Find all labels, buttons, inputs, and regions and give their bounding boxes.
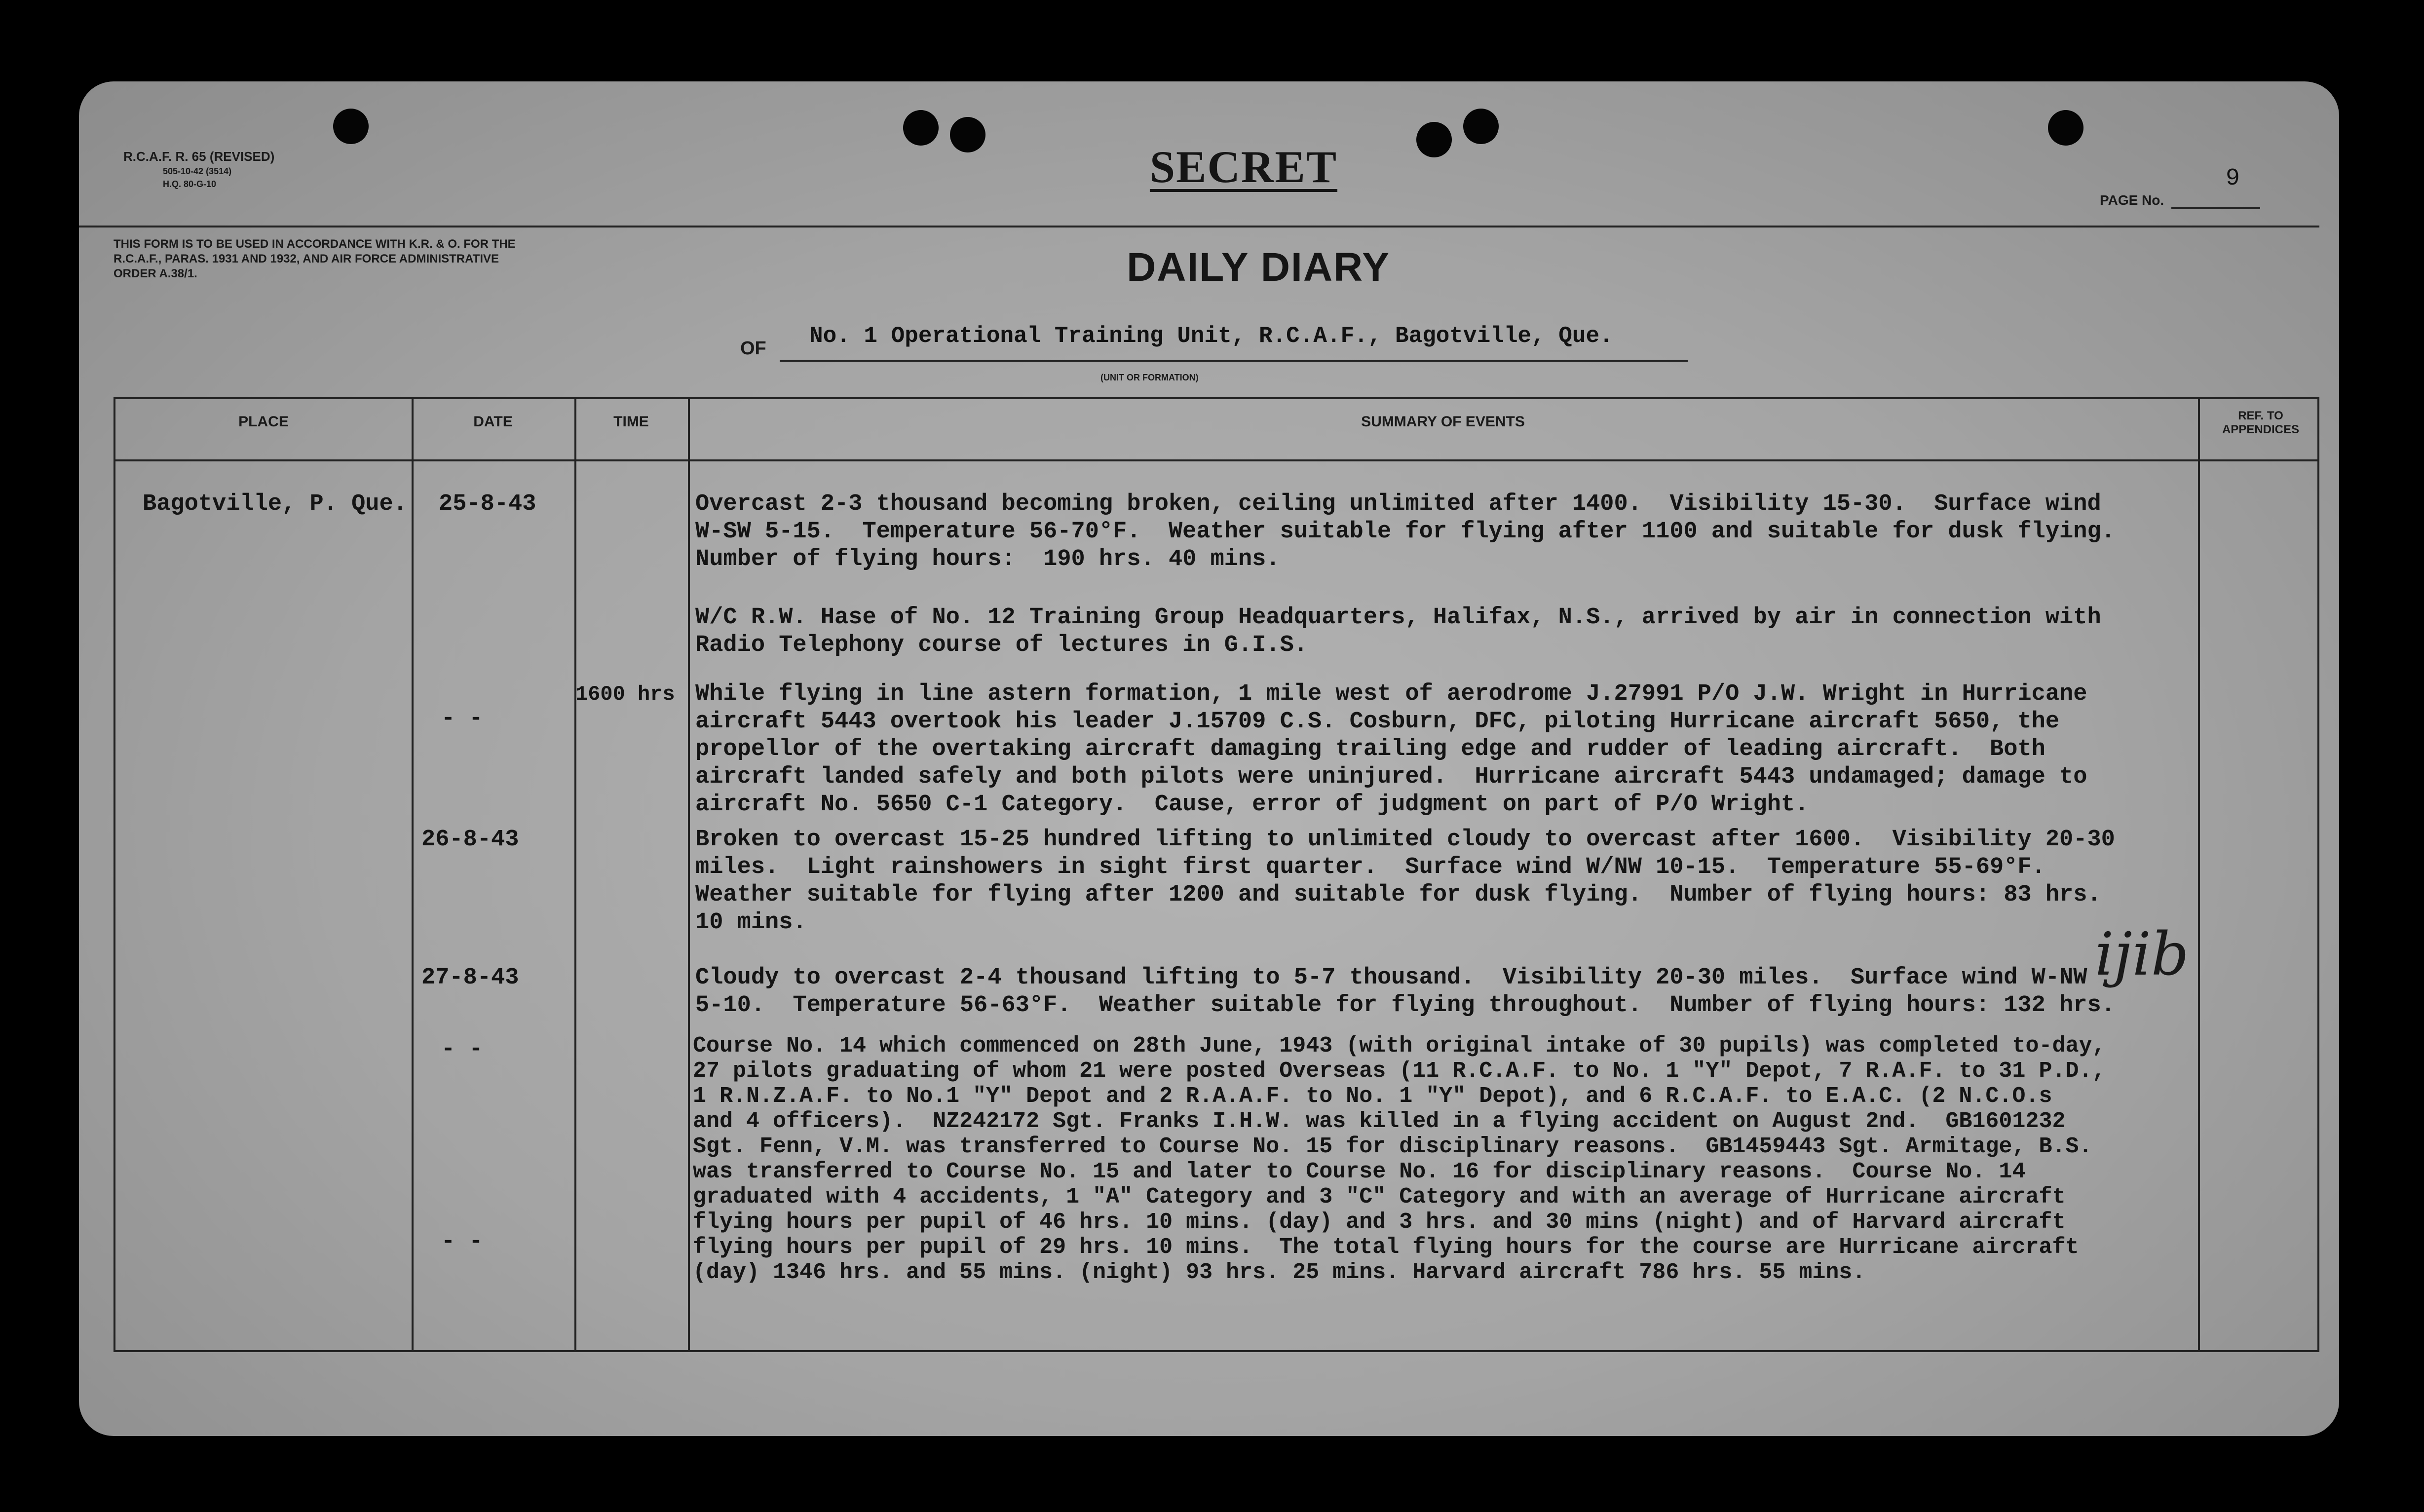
time-cell: 1600 hrs <box>575 682 675 706</box>
column-divider <box>2198 399 2200 1350</box>
form-ref-hq: H.Q. 80-G-10 <box>163 179 217 189</box>
column-header-summary: SUMMARY OF EVENTS <box>1361 414 1525 430</box>
form-ref-print: 505-10-42 (3514) <box>163 166 232 176</box>
diary-sheet <box>79 81 2339 1436</box>
of-label: OF <box>740 338 766 359</box>
unit-caption: (UNIT OR FORMATION) <box>1100 373 1199 382</box>
header-rule <box>79 226 2319 227</box>
diary-table <box>114 397 2319 1352</box>
header-row-rule <box>115 459 2317 461</box>
summary-cell: Course No. 14 which commenced on 28th June, 1943 (with original intake of 30 pupils) was completed to-day, 27 pilots graduating of whom 21 were posted Overseas (11 R.C.A.F. to No. 1 "Y" Depot, 7 R.A.F. to 31 P.D., 1 R.N.Z.A.F. to No.1 "Y" Depot and 2 R.A.A.F. to No. 1 "Y" Depot), and 6 R.C.A.F. to E.A.C. (2 N.C.O.s and 4 officers). NZ242172 Sgt. Franks I.H.W. was killed in a flying accident on August 2nd. GB1601232 Sgt. Fenn, V.M. was transferred to Course No. 15 for disciplinary reasons. GB1459443 Sgt. Armitage, B.S. was transferred to Course No. 15 and later to Course No. 16 for disciplinary reasons. Course No. 14 graduated with 4 accidents, 1 "A" Category and 3 "C" Category and with an average of Hurricane aircraft flying hours per pupil of 46 hrs. 10 mins. (day) and 3 hrs. and 30 mins (night) and of Harvard aircraft flying hours per pupil of 29 hrs. 10 mins. The total flying hours for the course are Hurricane aircraft (day) 1346 hrs. and 55 mins. (night) 93 hrs. 25 mins. Harvard aircraft 786 hrs. 55 mins. <box>693 1033 2106 1285</box>
unit-line <box>780 360 1688 362</box>
date-cell: - - <box>441 1036 483 1062</box>
column-header-date: DATE <box>473 414 513 430</box>
column-divider <box>412 399 414 1350</box>
date-cell: 25-8-43 <box>439 491 536 517</box>
column-divider <box>688 399 690 1350</box>
unit-name: No. 1 Operational Training Unit, R.C.A.F., Bagotville, Que. <box>809 323 1613 349</box>
place-cell: Bagotville, P. Que. <box>143 491 407 517</box>
date-cell: - - <box>441 1229 483 1255</box>
column-header-time: TIME <box>613 414 649 430</box>
column-header-place: PLACE <box>238 414 289 430</box>
form-reference <box>123 148 274 190</box>
page-number-line <box>2171 207 2260 209</box>
summary-cell: While flying in line astern formation, 1 mile west of aerodrome J.27991 P/O J.W. Wright in Hurricane aircraft 5443 overtook his leader J.15709 C.S. Cosburn, DFC, piloting Hurricane aircraft 5650, the propellor of the overtaking aircraft damaging trailing edge and rudder of leading aircraft. Both aircraft landed safely and both pilots were uninjured. Hurricane aircraft 5443 undamaged; damage to aircraft No. 5650 C-1 Category. Cause, error of judgment on part of P/O Wright. <box>695 681 2087 818</box>
page-title: DAILY DIARY <box>1127 245 1390 290</box>
date-cell: 26-8-43 <box>421 827 519 853</box>
summary-cell: Overcast 2-3 thousand becoming broken, ceiling unlimited after 1400. Visibility 15-30. Surface wind W-SW 5-15. Temperature 56-70°F. Weather suitable for flying after 1100 and suitable for dusk flying. Number of flying hours: 190 hrs. 40 mins. <box>695 491 2115 572</box>
date-cell: 27-8-43 <box>421 965 519 991</box>
column-header-ref: REF. TO APPENDICES <box>2222 409 2300 436</box>
date-cell: - - <box>441 706 483 732</box>
punch-hole <box>1463 109 1499 144</box>
page-number: 9 <box>2226 165 2240 192</box>
column-divider <box>574 399 576 1350</box>
classification-stamp: SECRET <box>1149 142 1338 192</box>
form-ref-number: R.C.A.F. R. 65 (REVISED) <box>123 149 275 164</box>
punch-hole <box>950 117 985 152</box>
summary-cell: W/C R.W. Hase of No. 12 Training Group Headquarters, Halifax, N.S., arrived by air in connection with Radio Telephony course of lectures in G.I.S. <box>695 605 2101 658</box>
summary-cell: Cloudy to overcast 2-4 thousand lifting to 5-7 thousand. Visibility 20-30 miles. Surface wind W-NW 5-10. Temperature 56-63°F. Weather suitable for flying throughout. Number of flying hours: 132 hrs. <box>695 965 2115 1019</box>
punch-hole <box>333 109 369 144</box>
punch-hole <box>903 110 939 146</box>
page-number-label: PAGE No. <box>2100 192 2164 208</box>
form-usage-note: THIS FORM IS TO BE USED IN ACCORDANCE WITH K.R. & O. FOR THE R.C.A.F., PARAS. 1931 AND 1932, AND AIR FORCE ADMINISTRATIVE ORDER A.38/1. <box>114 237 516 280</box>
punch-hole <box>2048 110 2083 146</box>
summary-cell: Broken to overcast 15-25 hundred lifting to unlimited cloudy to overcast after 1600. Visibility 20-30 miles. Light rainshowers in sight first quarter. Surface wind W/NW 10-15. Temperature 55-69°F. Weather suitable for flying after 1200 and suitable for dusk flying. Number of flying hours: 83 hrs. 10 mins. <box>695 827 2115 936</box>
punch-hole <box>1416 122 1452 157</box>
appendix-initials: ijib <box>2095 920 2189 989</box>
